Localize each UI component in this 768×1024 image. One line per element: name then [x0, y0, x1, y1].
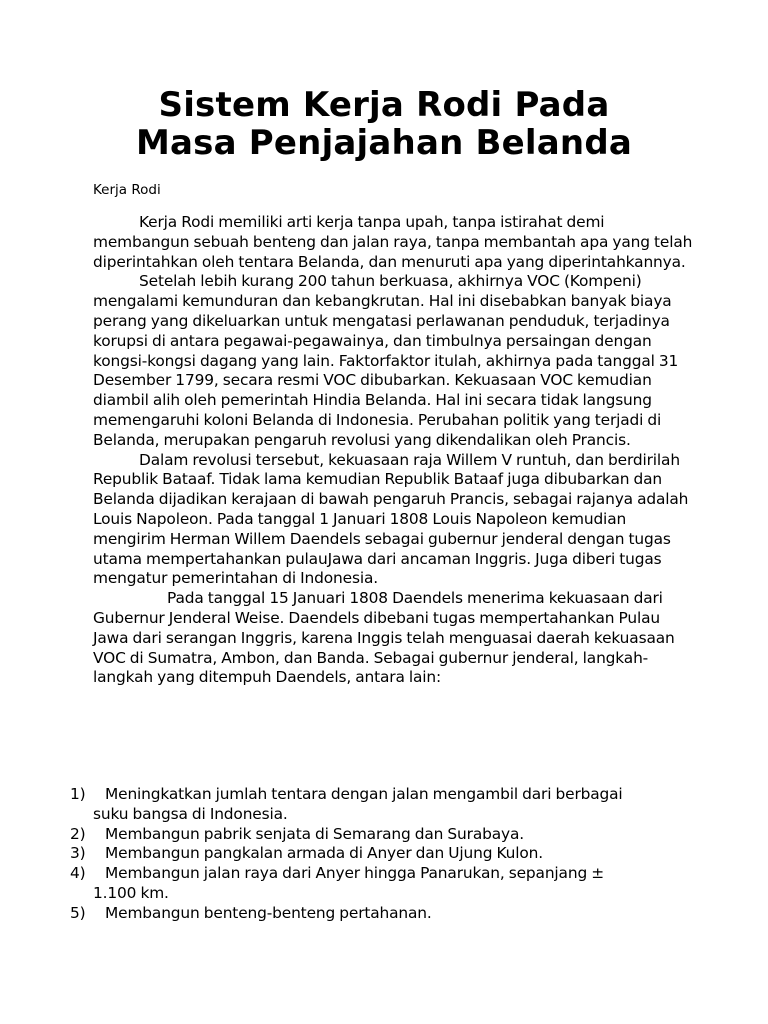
section-subheading: Kerja Rodi: [93, 182, 161, 198]
list-item-number: 3): [70, 844, 86, 863]
list-item-text: Membangun jalan raya dari Anyer hingga Panarukan, sepanjang ±: [105, 864, 604, 883]
list-item: [70, 785, 710, 825]
paragraph-4: Pada tanggal 15 Januari 1808 Daendels menerima kekuasaan dari Gubernur Jenderal Weise. Daendels dibebani tugas mempertahankan Pulau Jawa dari serangan Inggris, karena Inggis telah menguasai daerah kekuasaan VOC di Sumatra, Ambon, dan Banda. Sebagai gubernur jenderal, langkah-langkah yang ditempuh Daendels, antara lain:: [93, 589, 675, 687]
list-item-continuation: suku bangsa di Indonesia.: [93, 804, 288, 823]
list-item-number: 4): [70, 864, 86, 883]
paragraph-3: Dalam revolusi tersebut, kekuasaan raja Willem V runtuh, dan berdirilah Republik Bataaf. Tidak lama kemudian Republik Bataaf juga dibubarkan dan Belanda dijadikan kerajaan di bawah pengaruh Prancis, sebagai rajanya adalah Louis Napoleon. Pada tanggal 1 Januari 1808 Louis Napoleon kemudian mengirim Herman Willem Daendels sebagai gubernur jenderal dengan tugas utama mempertahankan pulauJawa dari ancaman Inggris. Juga diberi tugas mengatur pemerintahan di Indonesia.: [93, 450, 689, 588]
list-item-continuation: 1.100 km.: [93, 883, 169, 902]
numbered-list: [70, 785, 710, 924]
paragraph-1: Kerja Rodi memiliki arti kerja tanpa upah, tanpa istirahat demi membangun sebuah benteng dan jalan raya, tanpa membantah apa yang telah diperintahkan oleh tentara Belanda, dan menuruti apa yang diperintahkannya.: [93, 213, 693, 271]
list-item-text: Membangun pabrik senjata di Semarang dan Surabaya.: [105, 824, 524, 843]
list-item-text: Membangun benteng-benteng pertahanan.: [105, 903, 432, 922]
list-item: [70, 904, 710, 924]
list-item-text: Membangun pangkalan armada di Anyer dan Ujung Kulon.: [105, 844, 544, 863]
list-item: [70, 864, 710, 904]
title-line-2: Masa Penjajahan Belanda: [135, 123, 633, 163]
list-item-number: 2): [70, 824, 86, 843]
page-title: [60, 86, 708, 162]
body-text: [93, 213, 693, 688]
list-item-text: Meningkatkan jumlah tentara dengan jalan mengambil dari berbagai: [105, 785, 623, 803]
paragraph-2: Setelah lebih kurang 200 tahun berkuasa, akhirnya VOC (Kompeni) mengalami kemunduran dan kebangkrutan. Hal ini disebabkan banyak biaya perang yang dikeluarkan untuk mengatasi perlawanan penduduk, terjadinya korupsi di antara pegawai-pegawainya, dan timbulnya persaingan dengan kongsi-kongsi dagang yang lain. Faktorfaktor itulah, akhirnya pada tanggal 31 Desember 1799, secara resmi VOC dibubarkan. Kekuasaan VOC kemudian diambil alih oleh pemerintah Hindia Belanda. Hal ini secara tidak langsung memengaruhi koloni Belanda di Indonesia. Perubahan politik yang terjadi di Belanda, merupakan pengaruh revolusi yang dikendalikan oleh Prancis.: [93, 272, 679, 449]
list-item-number: 5): [70, 903, 86, 922]
list-item: [70, 825, 710, 845]
list-item: [70, 844, 710, 864]
list-item-number: 1): [70, 785, 86, 803]
title-line-1: Sistem Kerja Rodi Pada: [158, 85, 610, 125]
